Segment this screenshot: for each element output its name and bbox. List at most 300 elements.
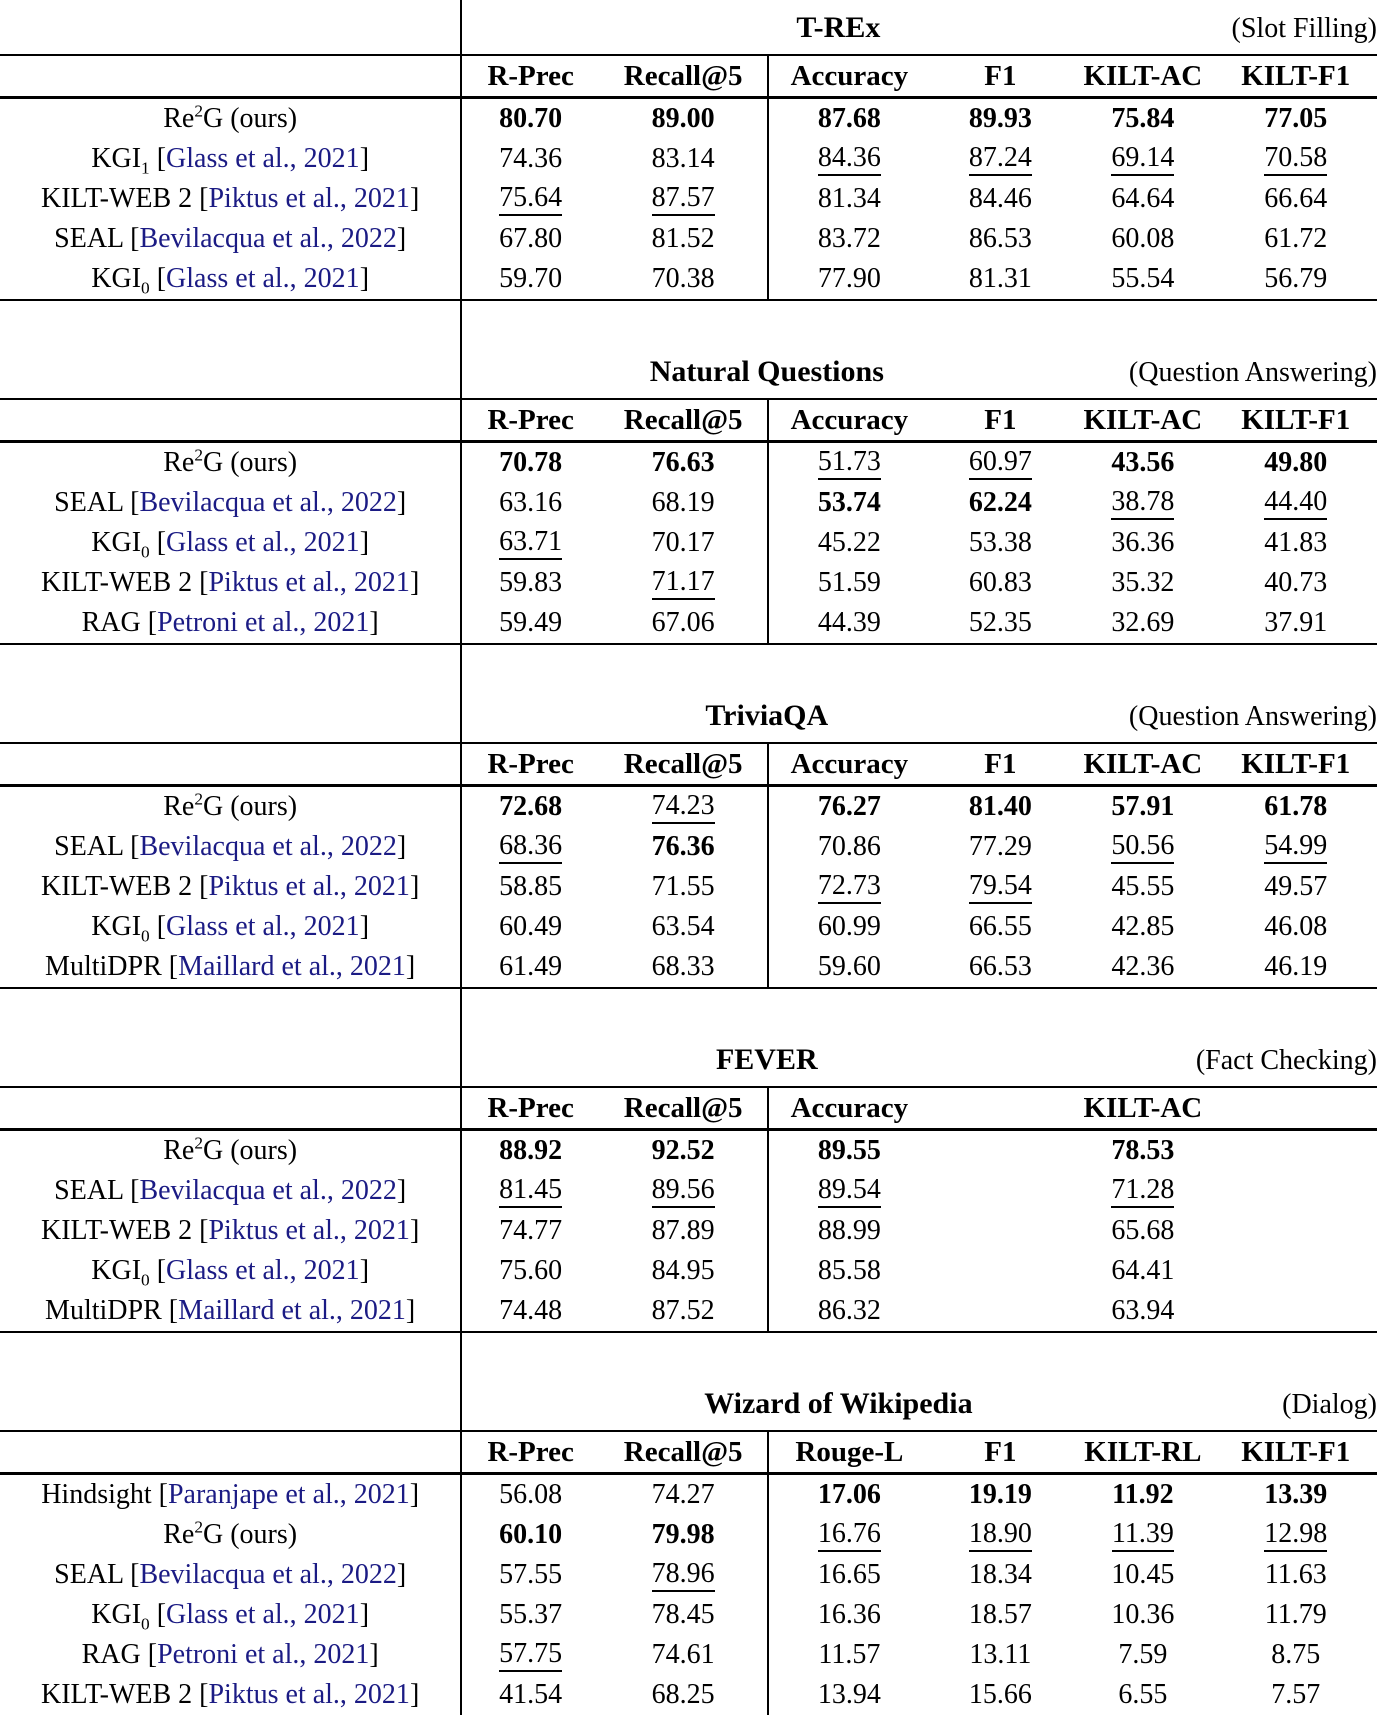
column-header: F1 <box>929 399 1071 442</box>
section-task-note: (Fact Checking) <box>1071 989 1377 1087</box>
metric-value: 67.06 <box>651 607 715 638</box>
column-header: F1 <box>929 55 1071 98</box>
metric-cell <box>461 603 599 644</box>
metric-value: 85.58 <box>817 1255 881 1286</box>
method-name-text: ] <box>396 831 407 862</box>
method-subscript: 0 <box>141 542 150 562</box>
table-row <box>0 907 1377 947</box>
metric-value: 11.92 <box>1112 1479 1174 1510</box>
metric-cell <box>461 179 599 219</box>
metric-value: 71.28 <box>1111 1175 1174 1207</box>
metric-cell <box>768 1555 929 1595</box>
method-name-text: [ <box>149 1599 167 1630</box>
method-name-text: SEAL [ <box>54 487 140 518</box>
section-wizard-of-wikipedia <box>0 1333 1377 1715</box>
table-row <box>0 1130 1377 1172</box>
metric-cell <box>1214 1555 1377 1595</box>
section-title: Natural Questions <box>461 301 1071 399</box>
metric-value: 60.49 <box>499 911 563 942</box>
metric-cell <box>599 1171 768 1211</box>
header-row-spacer <box>0 55 461 98</box>
metric-cell <box>929 442 1071 484</box>
column-header-row <box>0 399 1377 442</box>
column-header: KILT-F1 <box>1214 1431 1377 1474</box>
metric-value: 78.45 <box>651 1599 715 1630</box>
metric-value: 56.08 <box>499 1479 563 1510</box>
metric-value: 59.70 <box>499 263 563 294</box>
metric-cell <box>1214 1130 1377 1172</box>
metric-value: 68.36 <box>499 831 562 863</box>
citation-link[interactable]: Glass et al., 2021 <box>166 527 360 558</box>
method-name-text: MultiDPR [ <box>45 1295 179 1326</box>
method-name-text: Re <box>163 791 195 822</box>
method-name-text: ] <box>359 911 370 942</box>
section-t-rex <box>0 0 1377 301</box>
metric-cell <box>929 1675 1071 1715</box>
method-name-text: [ <box>149 143 167 174</box>
table-row <box>0 563 1377 603</box>
metric-cell <box>1071 1474 1214 1516</box>
section-natural-questions <box>0 301 1377 645</box>
title-row-spacer <box>0 0 461 55</box>
metric-value: 77.05 <box>1264 103 1328 134</box>
metric-value: 68.25 <box>651 1679 715 1710</box>
method-name-text: Re <box>163 1519 195 1550</box>
method-subscript: 0 <box>141 278 150 298</box>
method-name-text: Re <box>163 447 195 478</box>
metric-cell <box>768 1515 929 1555</box>
metric-value: 62.24 <box>968 487 1032 518</box>
column-header: R-Prec <box>461 399 599 442</box>
citation-link[interactable]: Bevilacqua et al., 2022 <box>139 1559 397 1590</box>
metric-cell <box>768 1251 929 1291</box>
table-row <box>0 523 1377 563</box>
metric-cell <box>1214 1595 1377 1635</box>
metric-cell <box>1071 1291 1214 1332</box>
metric-cell <box>599 483 768 523</box>
metric-value: 74.36 <box>499 143 563 174</box>
column-header: Recall@5 <box>599 399 768 442</box>
metric-value: 84.95 <box>651 1255 715 1286</box>
metric-value: 70.17 <box>651 527 715 558</box>
citation-link[interactable]: Piktus et al., 2021 <box>208 1215 410 1246</box>
method-superscript: 2 <box>194 101 203 121</box>
metric-value: 13.39 <box>1264 1479 1328 1510</box>
method-label <box>0 1595 461 1635</box>
metric-cell <box>1071 442 1214 484</box>
metric-value: 87.89 <box>651 1215 715 1246</box>
metric-value: 79.54 <box>969 871 1032 903</box>
citation-link[interactable]: Maillard et al., 2021 <box>178 951 406 982</box>
citation-link[interactable]: Glass et al., 2021 <box>166 263 360 294</box>
method-name-text: RAG [ <box>81 607 158 638</box>
metric-cell <box>1071 1515 1214 1555</box>
method-name-text: KGI <box>91 527 142 558</box>
metric-cell <box>599 603 768 644</box>
metric-value: 66.53 <box>968 951 1032 982</box>
method-name-text: ] <box>409 183 420 214</box>
section-triviaqa <box>0 645 1377 989</box>
metric-value: 15.66 <box>968 1679 1032 1710</box>
section-title: Wizard of Wikipedia <box>461 1333 1214 1431</box>
metric-cell <box>768 1211 929 1251</box>
method-superscript: 2 <box>194 1133 203 1153</box>
metric-value: 44.40 <box>1264 487 1327 519</box>
method-label <box>0 98 461 140</box>
metric-cell <box>768 603 929 644</box>
metric-cell <box>768 1171 929 1211</box>
metric-value: 89.54 <box>818 1175 881 1207</box>
metric-value: 38.78 <box>1111 487 1174 519</box>
metric-cell <box>1071 1635 1214 1675</box>
metric-value: 18.90 <box>969 1519 1032 1551</box>
metric-cell <box>599 786 768 828</box>
metric-cell <box>1214 219 1377 259</box>
section-title-row <box>0 301 1377 399</box>
metric-cell <box>1071 98 1214 140</box>
metric-cell <box>929 1515 1071 1555</box>
metric-cell <box>1214 907 1377 947</box>
metric-cell <box>1214 442 1377 484</box>
metric-value: 88.92 <box>499 1135 563 1166</box>
citation-link[interactable]: Bevilacqua et al., 2022 <box>139 487 397 518</box>
metric-value: 70.86 <box>817 831 881 862</box>
method-name-text: KGI <box>91 1255 142 1286</box>
method-name-text: G (ours) <box>203 447 298 478</box>
metric-cell <box>1071 483 1214 523</box>
metric-value: 64.41 <box>1111 1255 1175 1286</box>
metric-cell <box>1071 1555 1214 1595</box>
metric-cell <box>599 1251 768 1291</box>
table-row <box>0 139 1377 179</box>
metric-cell <box>929 947 1071 988</box>
metric-value: 72.73 <box>818 871 881 903</box>
column-header: KILT-AC <box>1071 399 1214 442</box>
title-row-spacer <box>0 1333 461 1431</box>
metric-value: 12.98 <box>1264 1519 1327 1551</box>
method-name-text: G (ours) <box>203 1519 298 1550</box>
section-title: T-REx <box>461 0 1214 55</box>
method-name-text: ] <box>369 1639 379 1670</box>
metric-cell <box>461 1211 599 1251</box>
citation-link[interactable]: Bevilacqua et al., 2022 <box>139 1175 397 1206</box>
table-row <box>0 827 1377 867</box>
metric-cell <box>929 523 1071 563</box>
method-name-text: [ <box>149 527 167 558</box>
citation-link[interactable]: Piktus et al., 2021 <box>208 1679 410 1710</box>
citation-link[interactable]: Glass et al., 2021 <box>166 143 360 174</box>
method-name-text: ] <box>409 871 420 902</box>
method-label <box>0 947 461 988</box>
metric-cell <box>1214 1675 1377 1715</box>
table-row <box>0 1595 1377 1635</box>
metric-value: 56.79 <box>1264 263 1328 294</box>
metric-cell <box>461 563 599 603</box>
method-label <box>0 1635 461 1675</box>
metric-cell <box>929 827 1071 867</box>
table-row <box>0 867 1377 907</box>
column-header: F1 <box>929 743 1071 786</box>
metric-cell <box>1214 603 1377 644</box>
metric-cell <box>768 1130 929 1172</box>
method-name-text: SEAL [ <box>54 1175 140 1206</box>
method-label <box>0 442 461 484</box>
metric-value: 88.99 <box>817 1215 881 1246</box>
method-name-text: KILT-WEB 2 [ <box>41 1679 209 1710</box>
metric-value: 78.96 <box>652 1559 715 1591</box>
method-label <box>0 523 461 563</box>
metric-value: 76.63 <box>651 447 715 478</box>
metric-value: 45.22 <box>817 527 881 558</box>
metric-cell <box>768 259 929 300</box>
metric-value: 32.69 <box>1111 607 1175 638</box>
citation-link[interactable]: Bevilacqua et al., 2022 <box>139 223 397 254</box>
column-header: R-Prec <box>461 743 599 786</box>
method-superscript: 2 <box>194 789 203 809</box>
metric-value: 89.56 <box>652 1175 715 1207</box>
method-label <box>0 867 461 907</box>
metric-cell <box>1071 1211 1214 1251</box>
metric-value: 60.08 <box>1111 223 1175 254</box>
metric-value: 74.77 <box>499 1215 563 1246</box>
metric-value: 59.49 <box>499 607 563 638</box>
method-name-text: Re <box>163 103 195 134</box>
metric-value: 61.49 <box>499 951 563 982</box>
metric-value: 83.14 <box>651 143 715 174</box>
metric-cell <box>461 1130 599 1172</box>
metric-cell <box>768 1474 929 1516</box>
metric-cell <box>768 563 929 603</box>
column-header-row <box>0 55 1377 98</box>
metric-value: 57.75 <box>499 1639 562 1671</box>
citation-link[interactable]: Paranjape et al., 2021 <box>167 1479 410 1510</box>
metric-cell <box>1071 947 1214 988</box>
metric-cell <box>461 483 599 523</box>
method-name-text: [ <box>149 911 167 942</box>
metric-cell <box>599 1130 768 1172</box>
metric-value: 36.36 <box>1111 527 1175 558</box>
metric-value: 86.53 <box>968 223 1032 254</box>
metric-cell <box>929 1171 1071 1211</box>
metric-value: 76.36 <box>651 831 715 862</box>
section-title-row <box>0 645 1377 743</box>
metric-cell <box>599 947 768 988</box>
metric-value: 10.36 <box>1111 1599 1175 1630</box>
metric-value: 80.70 <box>499 103 563 134</box>
metric-cell <box>768 523 929 563</box>
column-header: KILT-AC <box>1071 743 1214 786</box>
header-row-spacer <box>0 1431 461 1474</box>
metric-cell <box>461 867 599 907</box>
method-name-text: ] <box>359 143 370 174</box>
metric-value: 70.38 <box>651 263 715 294</box>
metric-value: 75.84 <box>1111 103 1175 134</box>
metric-cell <box>1214 1515 1377 1555</box>
column-header-row <box>0 1087 1377 1130</box>
citation-link[interactable]: Piktus et al., 2021 <box>208 871 410 902</box>
section-fever <box>0 989 1377 1333</box>
metric-cell <box>768 219 929 259</box>
method-name-text: MultiDPR [ <box>45 951 179 982</box>
metric-value: 76.27 <box>817 791 881 822</box>
metric-value: 81.52 <box>651 223 715 254</box>
metric-value: 55.37 <box>499 1599 563 1630</box>
method-label <box>0 1171 461 1211</box>
method-name-text: G (ours) <box>203 103 298 134</box>
metric-value: 66.64 <box>1264 183 1328 214</box>
citation-link[interactable]: Piktus et al., 2021 <box>208 567 410 598</box>
metric-cell <box>599 1555 768 1595</box>
metric-value: 18.57 <box>968 1599 1032 1630</box>
column-header: Recall@5 <box>599 1431 768 1474</box>
metric-cell <box>1214 1291 1377 1332</box>
metric-value: 86.32 <box>817 1295 881 1326</box>
metric-value: 42.85 <box>1111 911 1175 942</box>
metric-cell <box>929 563 1071 603</box>
metric-cell <box>1071 179 1214 219</box>
method-label <box>0 1211 461 1251</box>
metric-cell <box>599 907 768 947</box>
metric-cell <box>461 1675 599 1715</box>
method-label <box>0 907 461 947</box>
method-name-text: ] <box>409 1215 420 1246</box>
metric-value: 59.83 <box>499 567 563 598</box>
metric-cell <box>1071 786 1214 828</box>
method-label <box>0 1675 461 1715</box>
metric-cell <box>461 1595 599 1635</box>
metric-cell <box>599 442 768 484</box>
citation-link[interactable]: Maillard et al., 2021 <box>178 1295 406 1326</box>
metric-value: 75.64 <box>499 183 562 215</box>
title-row-spacer <box>0 645 461 743</box>
metric-cell <box>1071 139 1214 179</box>
metric-value: 35.32 <box>1111 567 1175 598</box>
section-title-row <box>0 989 1377 1087</box>
metric-cell <box>1071 563 1214 603</box>
metric-value: 54.99 <box>1264 831 1327 863</box>
metric-cell <box>599 1635 768 1675</box>
metric-value: 16.76 <box>818 1519 881 1551</box>
metric-cell <box>599 1595 768 1635</box>
metric-cell <box>929 219 1071 259</box>
metric-value: 46.08 <box>1264 911 1328 942</box>
metric-value: 52.35 <box>968 607 1032 638</box>
metric-value: 87.68 <box>817 103 881 134</box>
method-name-text: ] <box>409 567 420 598</box>
column-header: Accuracy <box>768 399 929 442</box>
method-name-text: Re <box>163 1135 195 1166</box>
metric-cell <box>599 1474 768 1516</box>
method-name-text: KILT-WEB 2 [ <box>41 1215 209 1246</box>
citation-link[interactable]: Glass et al., 2021 <box>166 911 360 942</box>
citation-link[interactable]: Glass et al., 2021 <box>166 1599 360 1630</box>
citation-link[interactable]: Piktus et al., 2021 <box>208 183 410 214</box>
table-row <box>0 483 1377 523</box>
column-header: KILT-RL <box>1071 1431 1214 1474</box>
metric-value: 74.27 <box>651 1479 715 1510</box>
method-name-text: RAG [ <box>81 1639 158 1670</box>
title-row-spacer <box>0 301 461 399</box>
metric-cell <box>1214 179 1377 219</box>
metric-cell <box>599 98 768 140</box>
metric-value: 40.73 <box>1264 567 1328 598</box>
metric-value: 60.97 <box>969 447 1032 479</box>
section-title-row <box>0 1333 1377 1431</box>
method-name-text: ] <box>405 951 416 982</box>
metric-value: 49.57 <box>1264 871 1328 902</box>
metric-cell <box>1214 1474 1377 1516</box>
method-label <box>0 1515 461 1555</box>
metric-cell <box>1071 1595 1214 1635</box>
metric-cell <box>1214 139 1377 179</box>
metric-cell <box>929 139 1071 179</box>
metric-value: 55.54 <box>1111 263 1175 294</box>
method-subscript: 0 <box>141 926 150 946</box>
metric-value: 81.31 <box>968 263 1032 294</box>
metric-cell <box>929 867 1071 907</box>
column-header: R-Prec <box>461 1087 599 1130</box>
method-name-text: Hindsight [ <box>41 1479 168 1510</box>
metric-value: 58.85 <box>499 871 563 902</box>
metric-cell <box>768 947 929 988</box>
column-header: Accuracy <box>768 743 929 786</box>
metric-cell <box>1214 947 1377 988</box>
method-subscript: 0 <box>141 1270 150 1290</box>
column-header <box>929 1087 1071 1130</box>
metric-cell <box>1071 1171 1214 1211</box>
citation-link[interactable]: Bevilacqua et al., 2022 <box>139 831 397 862</box>
metric-cell <box>1214 867 1377 907</box>
metric-value: 11.79 <box>1264 1599 1327 1630</box>
metric-value: 53.38 <box>968 527 1032 558</box>
table-row <box>0 1675 1377 1715</box>
metric-cell <box>461 1251 599 1291</box>
metric-value: 89.00 <box>651 103 715 134</box>
metric-value: 72.68 <box>499 791 563 822</box>
metric-cell <box>599 259 768 300</box>
header-row-spacer <box>0 743 461 786</box>
metric-value: 37.91 <box>1264 607 1328 638</box>
citation-link[interactable]: Petroni et al., 2021 <box>157 1639 370 1670</box>
method-label <box>0 563 461 603</box>
section-task-note: (Dialog) <box>1214 1333 1377 1431</box>
metric-cell <box>461 827 599 867</box>
metric-cell <box>768 907 929 947</box>
metric-value: 75.60 <box>499 1255 563 1286</box>
citation-link[interactable]: Glass et al., 2021 <box>166 1255 360 1286</box>
section-task-note: (Question Answering) <box>1071 645 1377 743</box>
method-name-text: KGI <box>91 263 142 294</box>
column-header <box>1214 1087 1377 1130</box>
header-row-spacer <box>0 1087 461 1130</box>
metric-value: 41.54 <box>499 1679 563 1710</box>
citation-link[interactable]: Petroni et al., 2021 <box>157 607 370 638</box>
metric-value: 63.71 <box>499 527 562 559</box>
metric-value: 13.11 <box>969 1639 1032 1670</box>
metric-value: 11.39 <box>1112 1519 1174 1551</box>
metric-cell <box>1214 563 1377 603</box>
metric-cell <box>768 1291 929 1332</box>
metric-value: 19.19 <box>968 1479 1032 1510</box>
metric-value: 89.55 <box>817 1135 881 1166</box>
metric-value: 87.57 <box>652 183 715 215</box>
metric-cell <box>599 1675 768 1715</box>
metric-cell <box>929 1130 1071 1172</box>
metric-value: 79.98 <box>651 1519 715 1550</box>
metric-cell <box>768 483 929 523</box>
metric-value: 65.68 <box>1111 1215 1175 1246</box>
table-row <box>0 786 1377 828</box>
